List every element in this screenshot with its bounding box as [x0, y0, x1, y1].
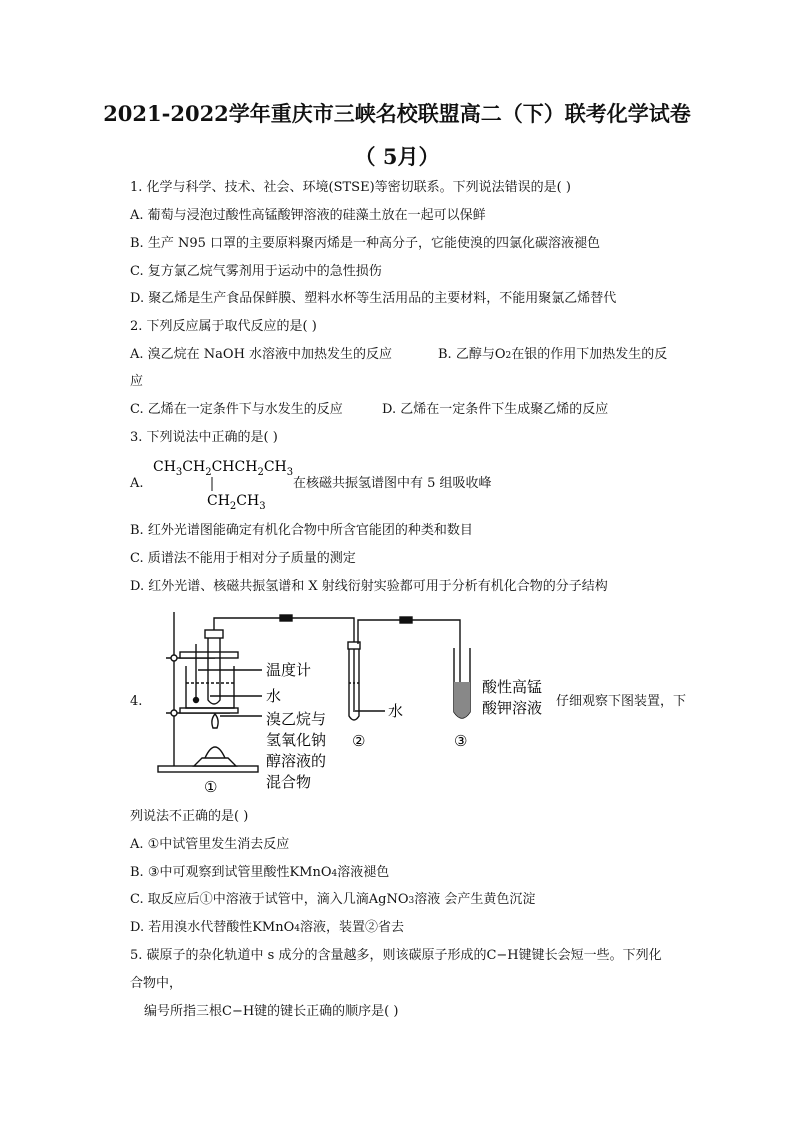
label-water-1: 水 — [266, 687, 282, 705]
q2-option-c: C. 乙烯在一定条件下与水发生的反应 — [130, 402, 343, 417]
q4-stem-cont: 列说法不正确的是( ) — [130, 809, 249, 824]
q2-option-b-cont: 应 — [130, 374, 144, 389]
q2-option-a: A. 溴乙烷在 NaOH 水溶液中加热发生的反应 — [130, 347, 393, 362]
support-ring — [180, 708, 238, 713]
q4-option-c: C. 取反应后①中溶液于试管中，滴入几滴AgNO3溶液 会产生黄色沉淀 — [130, 892, 536, 907]
q4-option-d: D. 若用溴水代替酸性KMnO4溶液，装置②省去 — [130, 920, 405, 935]
formula-main-chain: $CH_3CH_2CHCH_2CH_3$ — [153, 459, 294, 478]
label-reagent-1: 酸性高锰 — [482, 678, 543, 696]
label-mixture-1: 溴乙烷与 — [266, 710, 327, 728]
page-subtitle: （ 5月） — [354, 144, 440, 169]
stopper-1 — [205, 630, 223, 638]
label-apparatus-2: ② — [352, 732, 366, 750]
apparatus-figure — [150, 608, 570, 798]
q3-option-a-text: 在核磁共振氢谱图中有 5 组吸收峰 — [293, 476, 492, 491]
label-mixture-3: 醇溶液的 — [266, 752, 327, 770]
q1-option-c: C. 复方氯乙烷气雾剂用于运动中的急性损伤 — [130, 264, 382, 279]
q5-stem: 5. 碳原子的杂化轨道中 s 成分的含量越多，则该碳原子形成的C−H键键长会短一些。下列化 — [130, 948, 662, 963]
q4-option-a: A. ①中试管里发生消去反应 — [130, 837, 290, 852]
label-mixture-2: 氢氧化钠 — [266, 731, 327, 749]
q1-option-a: A. 葡萄与浸泡过酸性高锰酸钾溶液的硅藻土放在一起可以保鲜 — [130, 208, 486, 223]
stand-base — [158, 766, 258, 772]
label-apparatus-1: ① — [204, 778, 218, 796]
reagent-fill — [454, 682, 470, 718]
flame — [212, 714, 218, 728]
structural-formula — [150, 454, 295, 510]
alcohol-lamp — [194, 758, 236, 766]
lid-plate — [180, 652, 238, 658]
page-title: 2021-2022学年重庆市三峡名校联盟高二（下）联考化学试卷 — [103, 101, 691, 126]
q2-option-d: D. 乙烯在一定条件下生成聚乙烯的反应 — [382, 402, 609, 417]
label-water-2: 水 — [388, 702, 404, 720]
q3-option-b: B. 红外光谱图能确定有机化合物中所含官能团的种类和数目 — [130, 523, 473, 538]
q2-option-b: B. 乙醇与O2在银的作用下加热发生的反 — [438, 347, 668, 362]
q5-stem-cont: 合物中， — [130, 976, 183, 991]
label-reagent-2: 酸钾溶液 — [482, 699, 543, 717]
q1-option-b: B. 生产 N95 口罩的主要原料聚丙烯是一种高分子，它能使溴的四氯化碳溶液褪色 — [130, 236, 600, 251]
q3-option-d: D. 红外光谱、核磁共振氢谱和 X 射线衍射实验都可用于分析有机化合物的分子结构 — [130, 579, 608, 594]
delivery-tube-2 — [358, 620, 460, 702]
q3-option-a-label: A. — [130, 476, 144, 491]
label-mixture-4: 混合物 — [266, 773, 312, 791]
formula-branch: $CH_2CH_3$ — [207, 493, 266, 510]
q2-stem: 2. 下列反应属于取代反应的是( ) — [130, 319, 317, 334]
q4-option-b: B. ③中可观察到试管里酸性KMnO4溶液褪色 — [130, 865, 390, 880]
q1-option-d: D. 聚乙烯是生产食品保鲜膜、塑料水杯等生活用品的主要材料，不能用聚氯乙烯替代 — [130, 291, 617, 306]
q5-stem-line3: 编号所指三根C−H键的键长正确的顺序是( ) — [144, 1004, 399, 1019]
q4-number: 4. — [130, 694, 143, 709]
q4-stem-tail: 仔细观察下图装置，下 — [556, 694, 687, 709]
q3-option-c: C. 质谱法不能用于相对分子质量的测定 — [130, 551, 356, 566]
label-apparatus-3: ③ — [454, 732, 468, 750]
q3-stem: 3. 下列说法中正确的是( ) — [130, 430, 278, 445]
q1-stem: 1. 化学与科学、技术、社会、环境(STSE)等密切联系。下列说法错误的是( ) — [130, 180, 571, 195]
delivery-tube-1 — [214, 618, 354, 648]
label-thermometer: 温度计 — [266, 661, 312, 679]
